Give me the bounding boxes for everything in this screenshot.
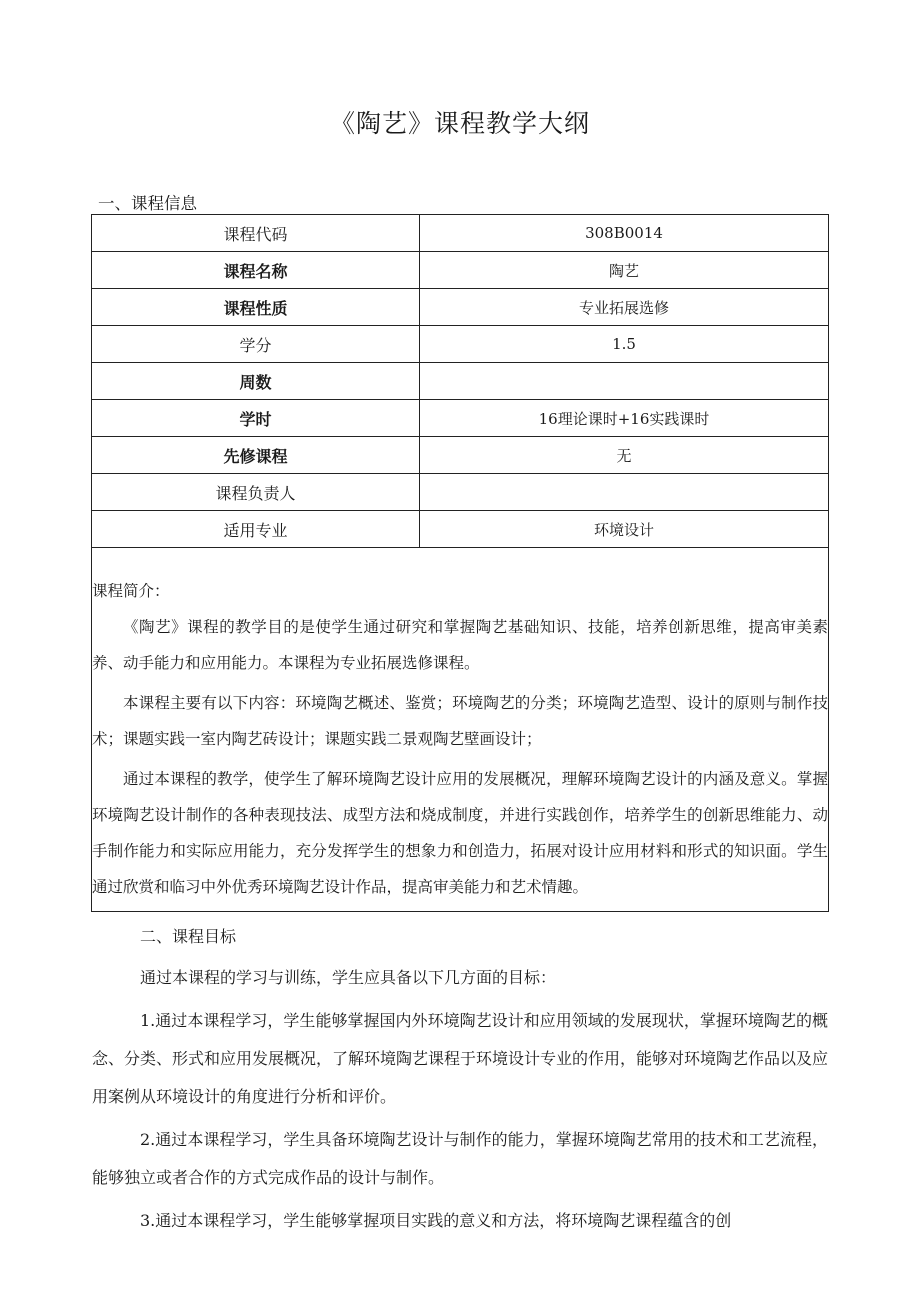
table-row [92, 548, 829, 912]
course-goal-item: 1.通过本课程学习，学生能够掌握国内外环境陶艺设计和应用领域的发展现状，掌握环境陶艺的概念、分类、形式和应用发展概况，了解环境陶艺课程于环境设计专业的作用，能够对环境陶艺作品以及应用案例从环境设计的角度进行分析和评价。 [92, 1011, 829, 1106]
row-label-course-nature: 课程性质 [92, 289, 420, 326]
table-row [92, 437, 829, 474]
course-intro-heading: 课程简介： [92, 582, 170, 600]
row-label-hours: 学时 [92, 400, 420, 437]
table-row [92, 511, 829, 548]
course-intro-paragraph: 通过本课程的教学，使学生了解环境陶艺设计应用的发展概况，理解环境陶艺设计的内涵及意义。掌握环境陶艺设计制作的各种表现技法、成型方法和烧成制度，并进行实践创作，培养学生的创新思维能力、动手制作能力和实际应用能力，充分发挥学生的想象力和创造力，拓展对设计应用材料和形式的知识面。学生通过欣赏和临习中外优秀环境陶艺设计作品，提高审美能力和艺术情趣。 [92, 770, 828, 896]
row-label-course-name: 课程名称 [92, 252, 420, 289]
row-label-weeks: 周数 [92, 363, 420, 400]
table-row [92, 215, 829, 252]
row-value-course-nature: 专业拓展选修 [420, 289, 829, 326]
course-intro-paragraph: 《陶艺》课程的教学目的是使学生通过研究和掌握陶艺基础知识、技能，培养创新思维，提高审美素养、动手能力和应用能力。本课程为专业拓展选修课程。 [92, 618, 828, 672]
table-row [92, 363, 829, 400]
section-heading-course-info: 一、课程信息 [98, 194, 197, 213]
course-goal-item: 2.通过本课程学习，学生具备环境陶艺设计与制作的能力，掌握环境陶艺常用的技术和工艺流程，能够独立或者合作的方式完成作品的设计与制作。 [92, 1130, 828, 1187]
row-label-applicable-major: 适用专业 [92, 511, 420, 548]
course-intro-paragraph: 本课程主要有以下内容：环境陶艺概述、鉴赏；环境陶艺的分类；环境陶艺造型、设计的原则与制作技术；课题实践一室内陶艺砖设计；课题实践二景观陶艺壁画设计； [92, 694, 828, 748]
row-value-course-lead [420, 474, 829, 511]
row-value-applicable-major: 环境设计 [420, 511, 829, 548]
table-row [92, 252, 829, 289]
course-goal-item: 3.通过本课程学习，学生能够掌握项目实践的意义和方法，将环境陶艺课程蕴含的创 [140, 1211, 732, 1230]
course-goals-lead: 通过本课程的学习与训练，学生应具备以下几方面的目标： [140, 968, 557, 987]
table-row [92, 400, 829, 437]
row-value-credits: 1.5 [420, 326, 829, 363]
row-label-course-code: 课程代码 [92, 215, 420, 252]
row-value-course-code: 308B0014 [420, 215, 829, 252]
row-value-course-name: 陶艺 [420, 252, 829, 289]
row-value-prerequisites: 无 [420, 437, 829, 474]
row-label-course-lead: 课程负责人 [92, 474, 420, 511]
course-intro-cell [92, 548, 829, 912]
table-row [92, 326, 829, 363]
course-info-table [91, 214, 829, 912]
row-value-weeks [420, 363, 829, 400]
row-value-hours: 16理论课时+16实践课时 [420, 400, 829, 437]
row-label-credits: 学分 [92, 326, 420, 363]
section-heading-course-goals: 二、课程目标 [140, 927, 237, 946]
row-label-prerequisites: 先修课程 [92, 437, 420, 474]
table-row [92, 474, 829, 511]
page-title: 《陶艺》课程教学大纲 [329, 109, 590, 138]
table-row [92, 289, 829, 326]
course-goals-section [92, 918, 828, 1240]
